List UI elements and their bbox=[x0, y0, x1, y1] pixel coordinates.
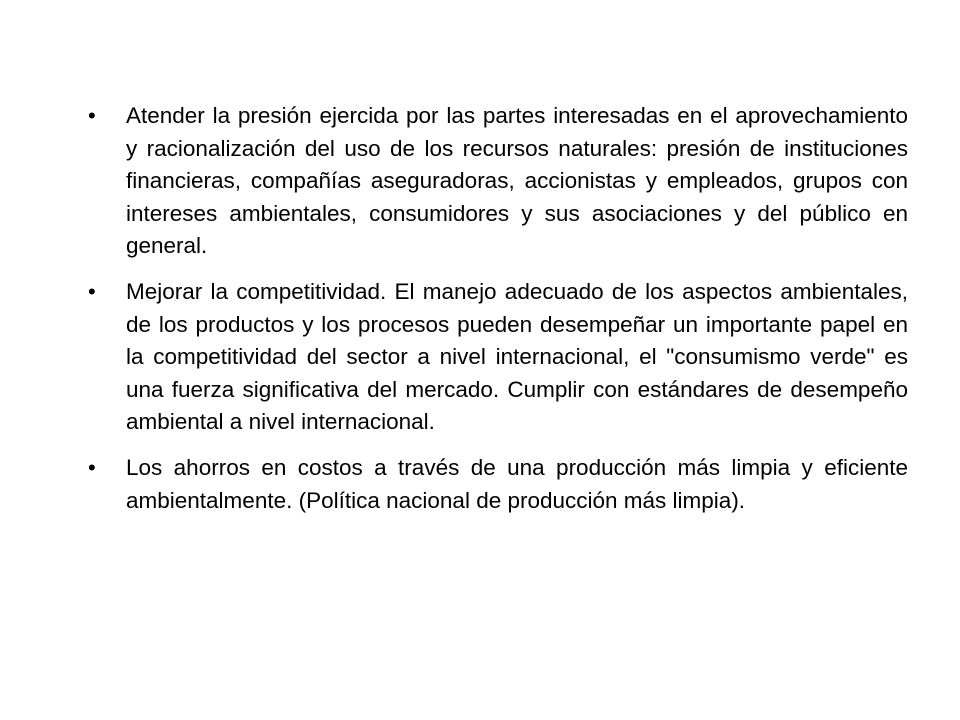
bullet-dot-icon: • bbox=[88, 103, 96, 128]
bullet-item bbox=[82, 276, 908, 439]
bullet-text: Los ahorros en costos a través de una producción más limpia y eficiente ambientalmente. (Política nacional de producción más limpia). bbox=[126, 454, 908, 513]
bullet-item bbox=[82, 100, 908, 263]
bullet-text: Atender la presión ejercida por las partes interesadas en el aprovechamiento y racionalización del uso de los recursos naturales: presión de instituciones financieras, compañías aseguradoras, accionistas y empleados, grupos con intereses ambientales, consumidores y sus asociaciones y del público en general. bbox=[126, 103, 908, 259]
bullet-dot-icon: • bbox=[88, 278, 96, 304]
bullet-list bbox=[82, 100, 908, 530]
bullet-dot-icon: • bbox=[88, 454, 96, 480]
bullet-item bbox=[82, 452, 908, 517]
bullet-text: Mejorar la competitividad. El manejo adecuado de los aspectos ambientales, de los productos y los procesos pueden desempeñar un importante papel en la competitividad del sector a nivel internacional, el "consumismo verde" es una fuerza significativa del mercado. Cumplir con estándares de desempeño ambiental a nivel internacional. bbox=[126, 278, 908, 435]
